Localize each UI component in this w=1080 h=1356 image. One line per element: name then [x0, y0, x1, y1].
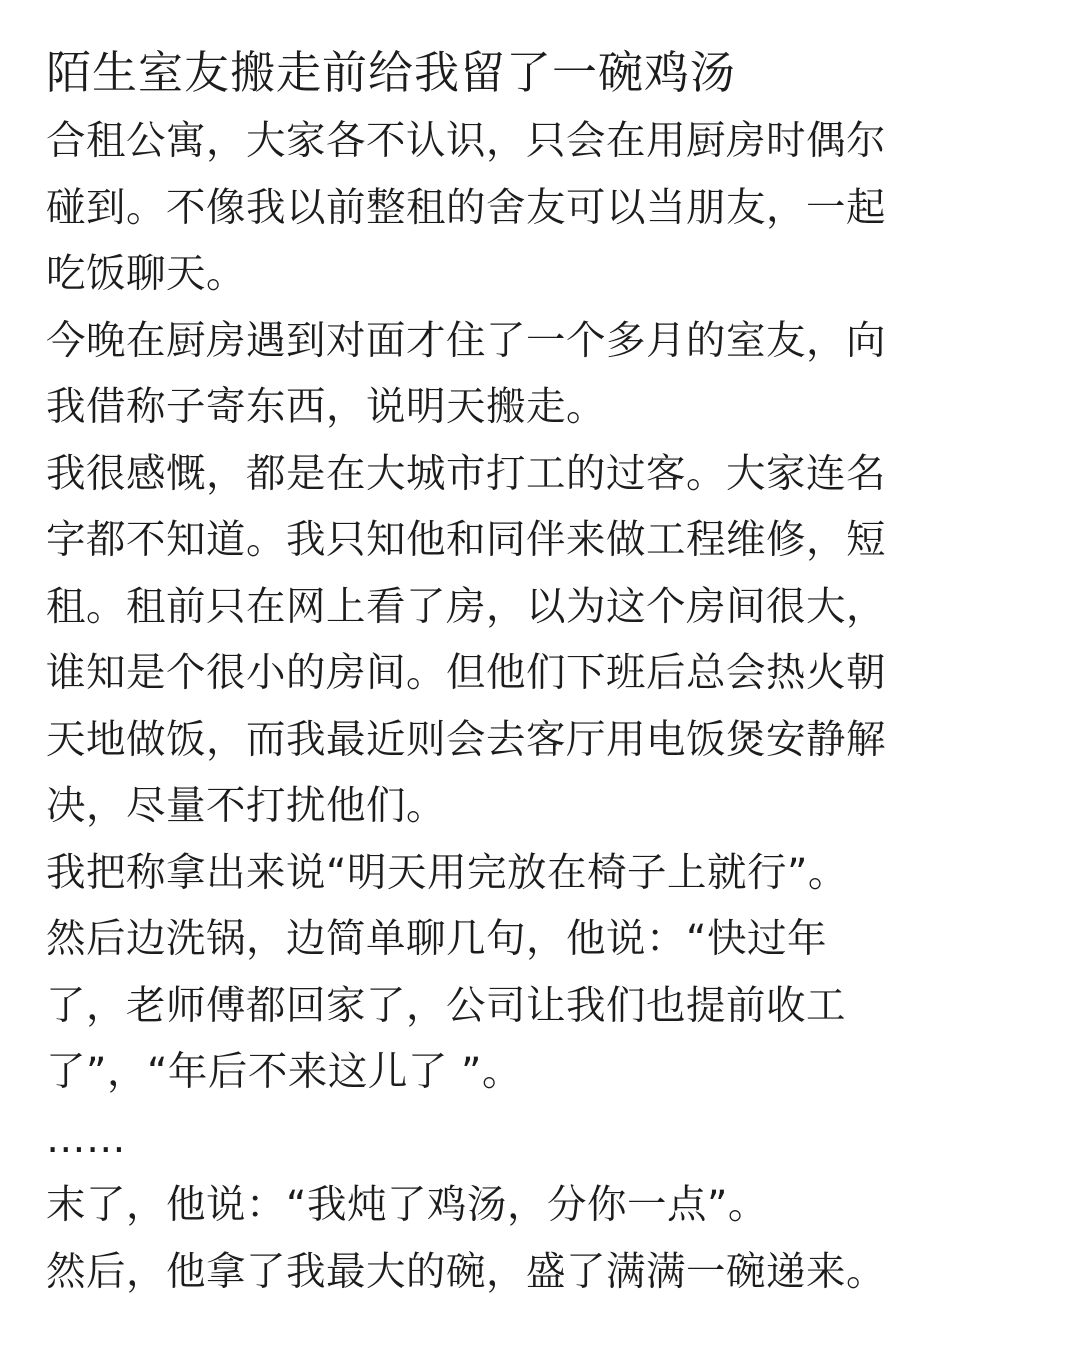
body-line: 我把称拿出来说“明天用完放在椅子上就行”。	[46, 849, 848, 896]
body-line: 合租公寓，大家各不认识，只会在用厨房时偶尔	[46, 118, 886, 164]
body-line: 今晚在厨房遇到对面才住了一个多月的室友，向	[46, 317, 886, 364]
body-line: 谁知是个很小的房间。但他们下班后总会热火朝	[46, 650, 886, 696]
body-line: 碰到。不像我以前整租的舍友可以当朋友，一起	[46, 184, 886, 231]
body-line: 租。租前只在网上看了房，以为这个房间很大，	[46, 583, 886, 630]
body-line: 我很感慨，都是在大城市打工的过客。大家连名	[46, 450, 886, 497]
body-line: 天地做饭，而我最近则会去客厅用电饭煲安静解	[46, 716, 886, 763]
body-line: 然后，他拿了我最大的碗，盛了满满一碗递来。	[46, 1248, 886, 1295]
body-line: 我借称子寄东西，说明天搬走。	[46, 384, 606, 430]
body-line: 了”，“年后不来这儿了 ”。	[46, 1049, 522, 1095]
post-container	[46, 38, 1036, 1305]
body-line: 然后边洗锅，边简单聊几句，他说：“快过年	[46, 916, 827, 962]
body-line: 决，尽量不打扰他们。	[46, 783, 446, 829]
post-body	[46, 108, 1036, 1305]
body-line: 吃饭聊天。	[46, 251, 246, 297]
body-line: 了，老师傅都回家了，公司让我们也提前收工	[46, 982, 846, 1029]
body-line: 字都不知道。我只知他和同伴来做工程维修，短	[46, 517, 886, 563]
ellipsis-line: ……	[46, 1115, 126, 1162]
body-line: 末了，他说：“我炖了鸡汤，分你一点”。	[46, 1182, 768, 1228]
post-title: 陌生室友搬走前给我留了一碗鸡汤	[46, 46, 737, 99]
